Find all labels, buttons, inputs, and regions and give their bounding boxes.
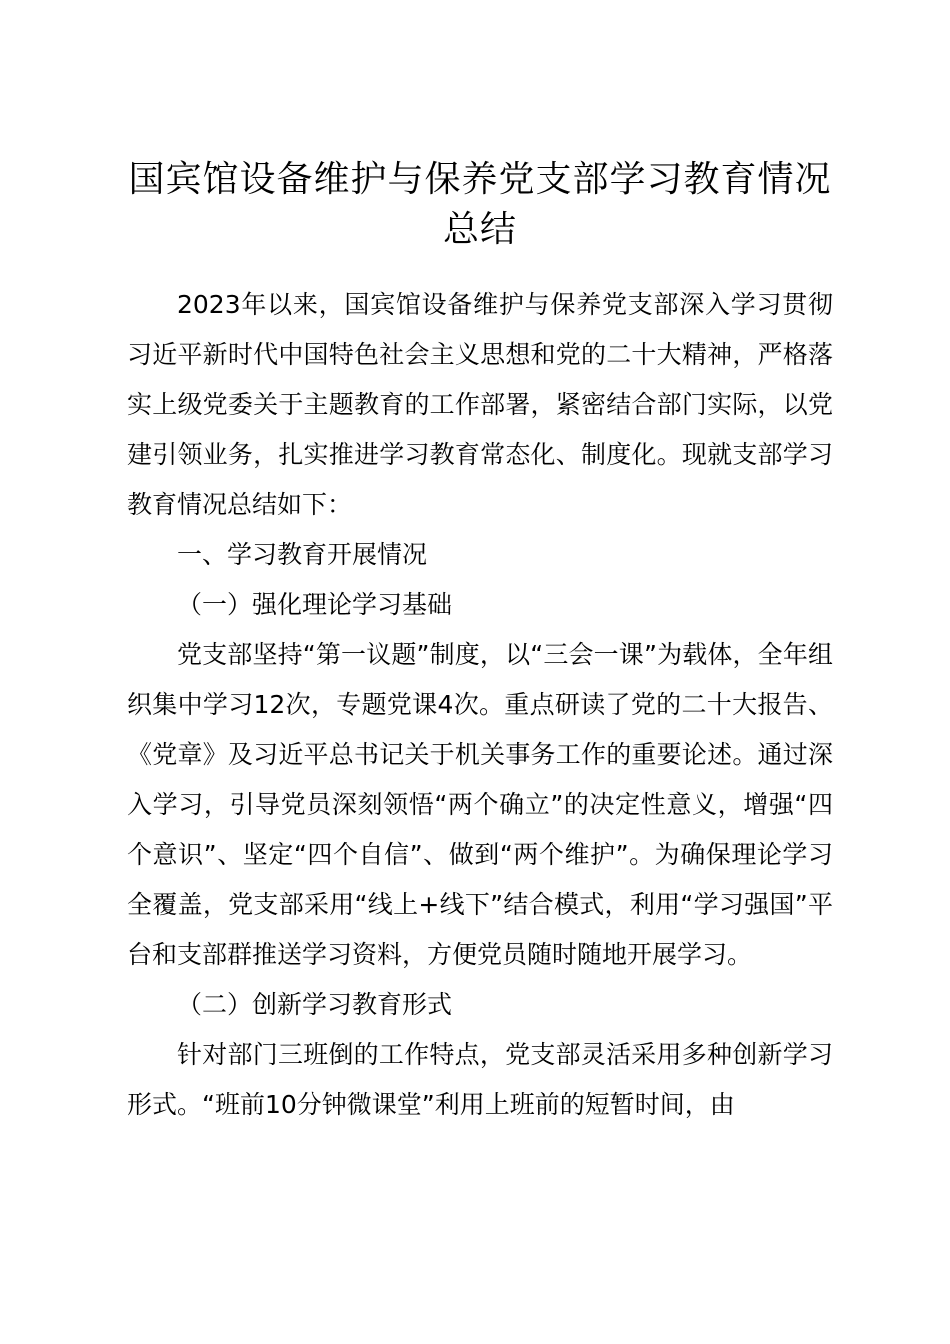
section-heading-1: 一、学习教育开展情况 bbox=[177, 540, 428, 569]
document-title: 国宾馆设备维护与保养党支部学习教育情况总结 bbox=[128, 159, 832, 250]
subsection-heading-1: （一）强化理论学习基础 bbox=[177, 590, 453, 619]
body-paragraph: 针对部门三班倒的工作特点，党支部灵活采用多种创新学习形式。“班前10分钟微课堂”利用上班前的短暂时间，由 bbox=[127, 1040, 833, 1119]
intro-paragraph: 2023年以来，国宾馆设备维护与保养党支部深入学习贯彻习近平新时代中国特色社会主义思想和党的二十大精神，严格落实上级党委关于主题教育的工作部署，紧密结合部门实际，以党建引领业务，扎实推进学习教育常态化、制度化。现就支部学习教育情况总结如下： bbox=[127, 290, 833, 519]
document-body bbox=[127, 280, 833, 1130]
body-paragraph: 党支部坚持“第一议题”制度，以“三会一课”为载体，全年组织集中学习12次，专题党课4次。重点研读了党的二十大报告、《党章》及习近平总书记关于机关事务工作的重要论述。通过深入学习，引导党员深刻领悟“两个确立”的决定性意义，增强“四个意识”、坚定“四个自信”、做到“两个维护”。为确保理论学习全覆盖，党支部采用“线上+线下”结合模式，利用“学习强国”平台和支部群推送学习资料，方便党员随时随地开展学习。 bbox=[127, 640, 833, 969]
subsection-heading-2: （二）创新学习教育形式 bbox=[177, 990, 453, 1019]
